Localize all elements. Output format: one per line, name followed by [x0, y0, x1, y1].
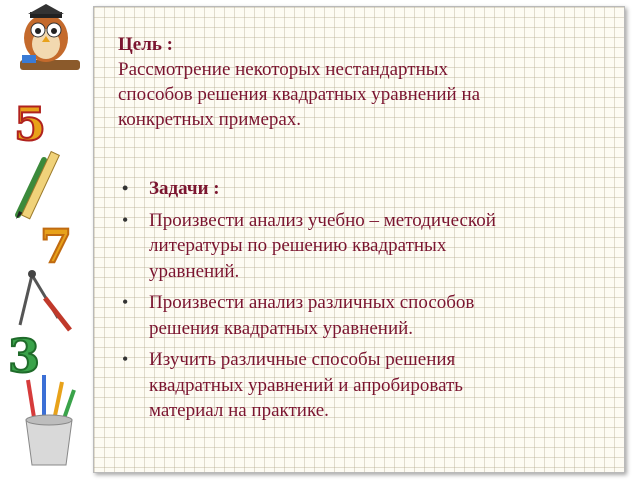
task-line: Изучить различные способы решения	[149, 349, 456, 370]
owl-icon	[20, 4, 80, 70]
list-item	[120, 208, 610, 285]
task-line: Произвести анализ различных способов	[149, 292, 475, 313]
bullet-icon: •	[122, 178, 129, 198]
task-line: Произвести анализ учебно – методической	[149, 209, 496, 231]
tasks-heading-text: Задачи :	[149, 178, 220, 199]
task-line: решения квадратных уравнений.	[149, 317, 414, 339]
digit-three: 3	[8, 329, 41, 383]
goal-line: способов решения квадратных уравнений на	[118, 84, 481, 105]
pencil-cup-icon	[26, 375, 74, 465]
task-line: квадратных уравнений и апробировать	[149, 374, 463, 396]
bullet-icon: •	[122, 292, 129, 312]
list-item	[120, 347, 610, 424]
task-list	[120, 176, 610, 430]
task-line: материал на практике.	[149, 400, 329, 421]
tasks-heading	[120, 176, 610, 202]
bullet-icon: •	[122, 209, 129, 230]
decoration-art	[0, 0, 92, 479]
goal-text	[118, 57, 598, 132]
bullet-icon: •	[122, 349, 129, 369]
digit-seven: 7	[40, 219, 73, 273]
decoration-strip	[0, 0, 92, 479]
task-line: литературы по решению квадратных	[149, 235, 447, 256]
task-line: уравнений.	[149, 260, 240, 282]
compass-icon	[20, 270, 70, 330]
goal-line: конкретных примерах.	[118, 109, 302, 130]
list-item	[120, 290, 610, 341]
goal-line: Рассмотрение некоторых нестандартных	[118, 59, 449, 80]
goal-title: Цель :	[118, 34, 173, 55]
digit-five: 5	[14, 97, 47, 151]
